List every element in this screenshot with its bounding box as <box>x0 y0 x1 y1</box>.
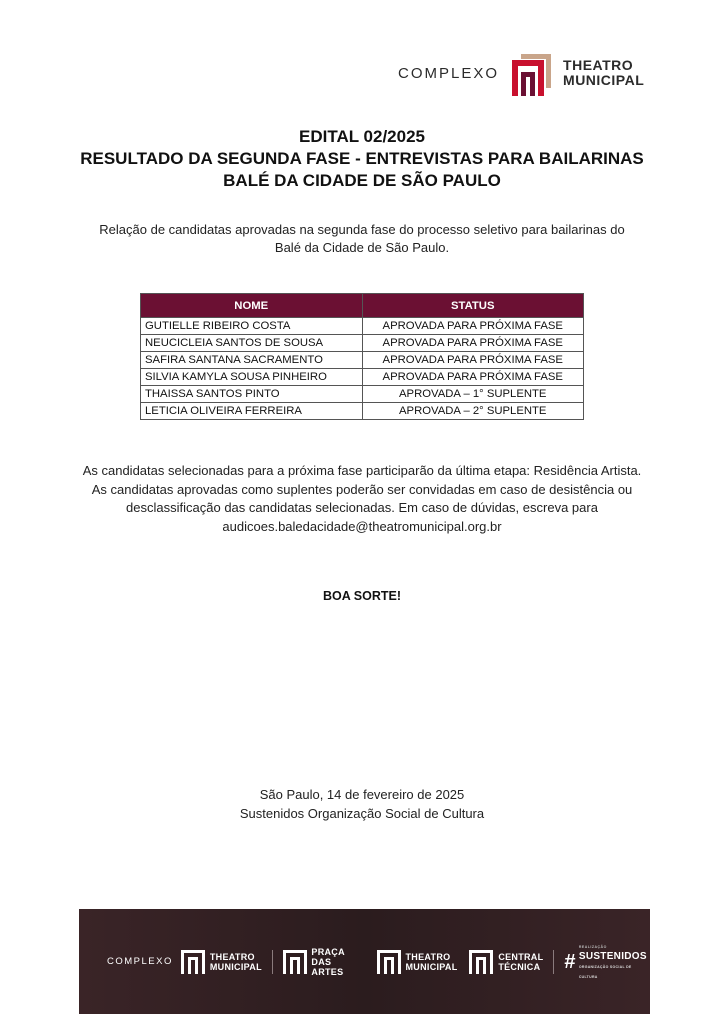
theatro-municipal-icon <box>377 950 401 974</box>
brand-line: DAS ARTES <box>311 956 344 977</box>
brand-line: MUNICIPAL <box>209 961 262 972</box>
theatro-municipal-icon <box>181 950 205 974</box>
footer-divider <box>553 950 554 974</box>
brand-line: THEATRO <box>405 951 451 962</box>
candidate-status: APROVADA PARA PRÓXIMA FASE <box>362 335 584 352</box>
result-heading: RESULTADO DA SEGUNDA FASE - ENTREVISTAS PARA BAILARINAS <box>80 149 644 168</box>
central-tecnica-icon <box>469 950 493 974</box>
candidate-status: APROVADA PARA PRÓXIMA FASE <box>362 352 584 369</box>
notes-line: As candidatas selecionadas para a próxima fase participarão da última etapa: Residência Artista. <box>82 463 642 478</box>
notes-line: As candidatas aprovadas como suplentes poderão ser convidadas em caso de desistência ou <box>91 481 633 497</box>
table-row <box>141 318 584 335</box>
company-heading: BALÉ DA CIDADE DE SÃO PAULO <box>223 171 501 190</box>
brand-line: THEATRO <box>209 951 255 962</box>
logo-theatro-text: THEATRO <box>563 57 634 73</box>
intro-line: Balé da Cidade de São Paulo. <box>274 240 450 255</box>
brand-line: CENTRAL <box>498 951 544 962</box>
table-row <box>141 335 584 352</box>
contact-email: audicoes.baledacidade@theatromunicipal.org.br <box>222 518 502 534</box>
footer-brand-praca-das-artes <box>283 947 365 977</box>
candidate-status: APROVADA PARA PRÓXIMA FASE <box>362 369 584 386</box>
footer-brand-sustenidos <box>564 942 650 982</box>
praca-das-artes-icon <box>283 950 307 974</box>
candidate-name: THAISSA SANTOS PINTO <box>141 386 363 403</box>
sustenidos-label: REALIZAÇÃO <box>578 944 607 949</box>
intro-paragraph <box>80 221 644 257</box>
footer-brand-theatro-municipal-2 <box>377 950 458 974</box>
candidate-status: APROVADA – 1° SUPLENTE <box>362 386 584 403</box>
footer-brand-theatro-municipal <box>181 950 262 974</box>
candidate-name: SAFIRA SANTANA SACRAMENTO <box>141 352 363 369</box>
column-header-name: NOME <box>141 294 363 318</box>
table-row <box>141 386 584 403</box>
footer-divider <box>272 950 273 974</box>
candidate-name: SILVIA KAMYLA SOUSA PINHEIRO <box>141 369 363 386</box>
brand-line: MUNICIPAL <box>405 961 458 972</box>
candidate-name: GUTIELLE RIBEIRO COSTA <box>141 318 363 335</box>
document-title <box>0 126 724 192</box>
signoff <box>0 786 724 823</box>
intro-line: Relação de candidatas aprovadas na segunda fase do processo seletivo para bailarinas do <box>99 222 625 237</box>
signoff-date: São Paulo, 14 de fevereiro de 2025 <box>259 787 465 802</box>
table-row <box>141 369 584 386</box>
column-header-status: STATUS <box>362 294 584 318</box>
closing-message: BOA SORTE! <box>322 589 401 603</box>
theatro-municipal-logo-icon <box>507 50 555 96</box>
footer-brand-central-tecnica <box>469 950 543 974</box>
footer-complexo-text: COMPLEXO <box>107 956 173 967</box>
sustenidos-hash-icon: # <box>564 950 576 973</box>
sustenidos-subtitle: ORGANIZAÇÃO SOCIAL DE CULTURA <box>578 964 632 979</box>
brand-line: TÉCNICA <box>498 961 541 972</box>
logo-complexo-text: COMPLEXO <box>398 64 500 82</box>
candidate-name: LETICIA OLIVEIRA FERREIRA <box>141 403 363 420</box>
brand-line: PRAÇA <box>311 946 345 957</box>
results-table <box>140 293 584 420</box>
logo-municipal-text: MUNICIPAL <box>563 72 645 88</box>
candidate-name: NEUCICLEIA SANTOS DE SOUSA <box>141 335 363 352</box>
sustenidos-name: SUSTENIDOS <box>578 950 647 962</box>
table-row <box>141 352 584 369</box>
footer-banner <box>79 909 650 1014</box>
candidate-status: APROVADA – 2° SUPLENTE <box>362 403 584 420</box>
complexo-theatro-municipal-logo <box>398 50 644 96</box>
notes-paragraph <box>60 462 664 536</box>
signoff-organization: Sustenidos Organização Social de Cultura <box>239 805 485 821</box>
table-row <box>141 403 584 420</box>
table-header-row <box>141 294 584 318</box>
edital-number: EDITAL 02/2025 <box>299 127 425 146</box>
notes-line: desclassificação das candidatas selecionadas. Em caso de dúvidas, escreva para <box>126 500 598 515</box>
candidate-status: APROVADA PARA PRÓXIMA FASE <box>362 318 584 335</box>
